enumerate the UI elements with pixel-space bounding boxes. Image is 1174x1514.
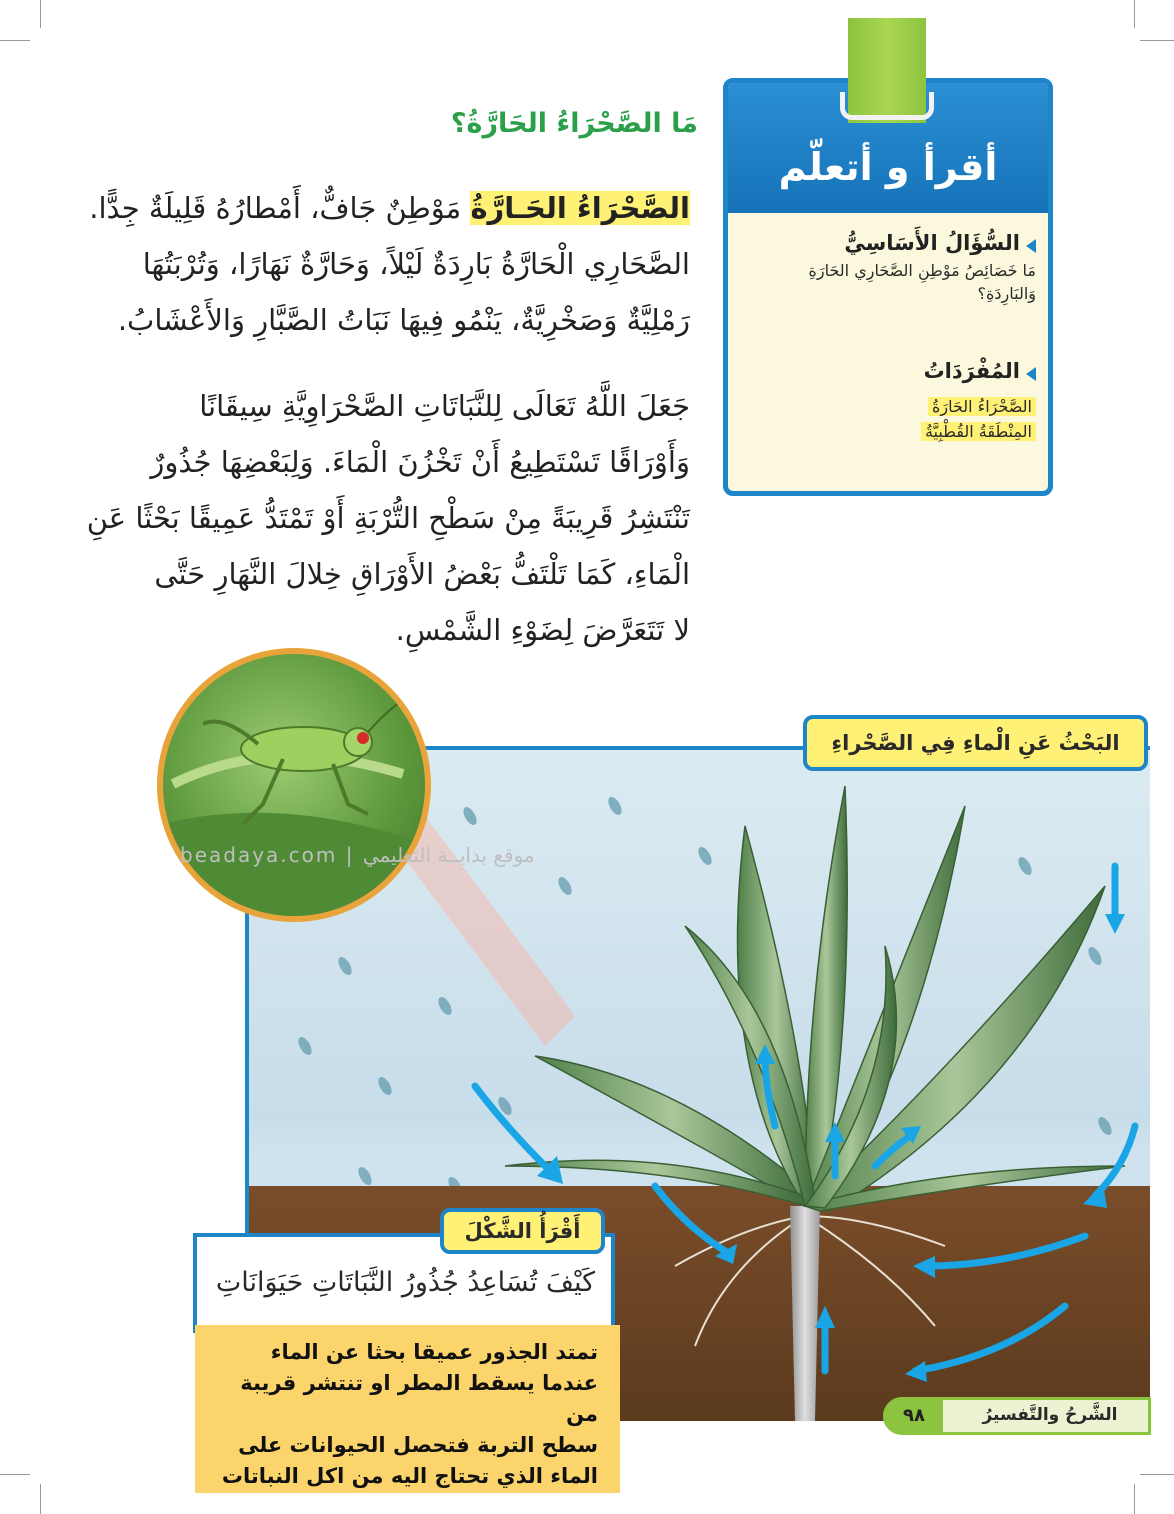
paragraph-1: [89, 180, 690, 348]
paragraph-1-line2: الصَّحَارِي الْحَارَّةُ بَارِدَةٌ لَيْلاً، وَحَارَّةٌ نَهَارًا، وَتُرْبَتُهَا: [142, 247, 690, 281]
vocabulary: [736, 359, 1036, 441]
essential-question: [736, 231, 1036, 303]
watermark: beadaya.com | موقع بدايــة التعليمي: [180, 843, 535, 867]
essential-question-line2: وَالبَارِدَةِ؟: [977, 284, 1036, 303]
crop-mark: [40, 0, 41, 28]
vocab-item: المِنْطَقَةُ القُطْبِيَّةُ: [921, 422, 1036, 441]
grasshopper-magnifier: [157, 648, 431, 922]
bookmark-ring: [840, 92, 934, 120]
read-learn-box: [723, 78, 1053, 496]
essential-question-line1: مَا خَصَائِصُ مَوْطِنِ الصَّحَارِي الحَارَةِ: [808, 261, 1036, 280]
page-heading: مَا الصَّحْرَاءُ الحَارَّةُ؟: [450, 108, 698, 139]
triangle-bullet-icon: [1026, 367, 1036, 381]
vocab-label: المُفْرَدَاتُ: [923, 359, 1020, 383]
crop-mark: [40, 1484, 41, 1514]
grasshopper-icon: [163, 654, 425, 916]
paragraph-2-line3: تَنْتَشِرُ قَرِيبَةً مِنْ سَطْحِ التُّرْبَةِ أَوْ تَمْتَدُّ عَمِيقًا بَحْثًا عَنِ: [86, 501, 690, 535]
paragraph-2: [86, 378, 690, 658]
answer-line4: الماء الذي تحتاج اليه من اكل النباتات: [221, 1464, 598, 1488]
read-shape-question: كَيْفَ تُسَاعِدُ جُذُورُ النَّبَاتَاتِ حَيَوَانَاتِ: [215, 1267, 595, 1298]
read-shape-tag: أَقْرَأُ الشَّكْلَ: [440, 1208, 605, 1254]
paragraph-2-line4: الْمَاءِ، كَمَا تَلْتَفُّ بَعْضُ الأَوْرَاقِ خِلالَ النَّهَارِ حَتَّى: [154, 557, 690, 591]
paragraph-1-line3: رَمْلِيَّةٌ وَصَخْرِيَّةٌ، يَنْمُو فِيهَا نَبَاتُ الصَّبَّارِ وَالأَعْشَابُ.: [117, 303, 690, 337]
crop-mark: [0, 40, 30, 41]
crop-mark: [1134, 1484, 1135, 1514]
answer-line2: عندما يسقط المطر او تنتشر قريبة من: [240, 1371, 598, 1426]
arrow-icon: [475, 1086, 545, 1166]
crop-mark: [0, 1474, 30, 1475]
crop-mark: [1140, 40, 1174, 41]
triangle-bullet-icon: [1026, 239, 1036, 253]
taproot: [790, 1206, 820, 1421]
paragraph-2-line1: جَعَلَ اللَّهُ تَعَالَى لِلنَّبَاتَاتِ الصَّحْرَاوِيَّةِ سِيقَانًا: [199, 389, 690, 423]
read-learn-title: أقرأ و أتعلّم: [778, 145, 998, 189]
crop-mark: [1140, 1474, 1174, 1475]
crop-mark: [1134, 0, 1135, 28]
essential-question-label: السُّؤَالُ الأَسَاسِيُّ: [844, 231, 1020, 255]
page-number: ٩٨: [885, 1399, 943, 1433]
paragraph-2-line5: لا تَتَعَرَّضَ لِضَوْءِ الشَّمْسِ.: [395, 613, 690, 647]
answer-line3: سطح التربة فتحصل الحيوانات على: [238, 1433, 598, 1457]
paragraph-1-line1: مَوْطِنٌ جَافٌّ، أَمْطارُهُ قَلِيلَةٌ جِدًّا.: [89, 191, 462, 225]
footer-section-label: الشَّرحُ والتَّفسيرُ: [982, 1405, 1118, 1425]
answer-note: [195, 1325, 620, 1493]
answer-line1: تمتد الجذور عميقا بحثا عن الماء: [270, 1340, 598, 1364]
figure-title: البَحْثُ عَنِ الْماءِ فِي الصَّحْراءِ: [803, 715, 1148, 771]
vocab-item: الصَّحْرَاءُ الحَارَةُ: [928, 397, 1036, 416]
paragraph-2-line2: وَأَوْرَاقًا تَسْتَطِيعُ أَنْ تَخْزُنَ الْمَاءَ. وَلِبَعْضِهَا جُذُورٌ: [150, 445, 690, 479]
arrow-icon: [1095, 1126, 1135, 1196]
keyword-hot-desert: الصَّحْرَاءُ الحَـارَّةُ: [470, 191, 690, 225]
